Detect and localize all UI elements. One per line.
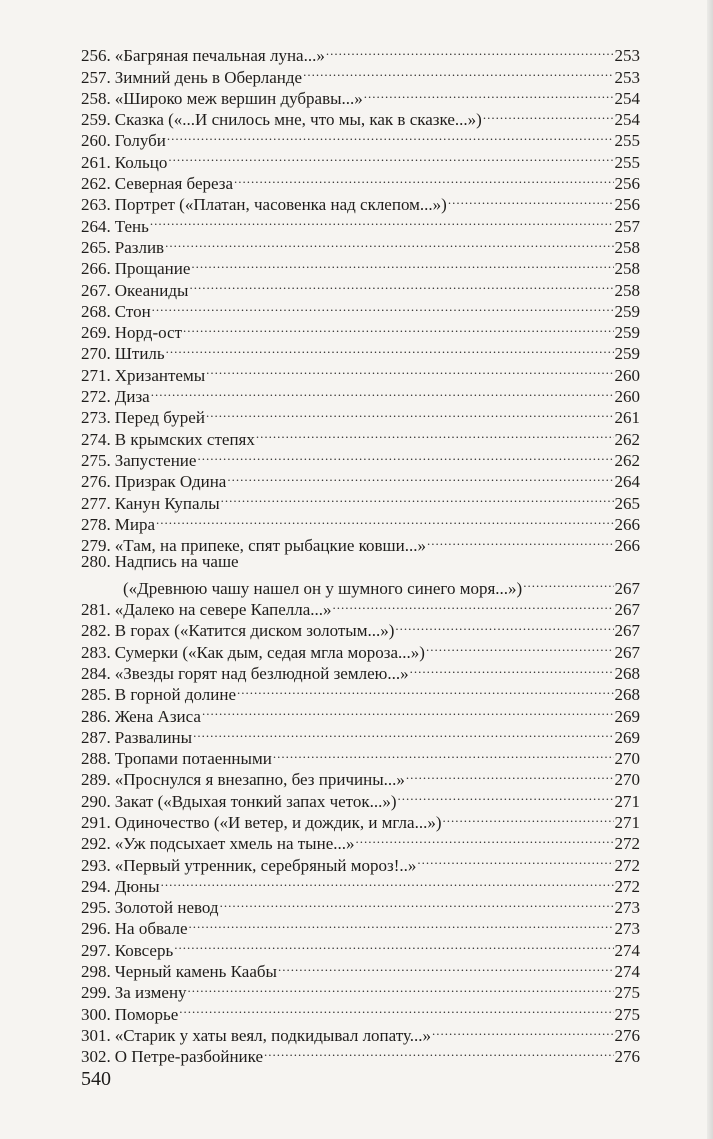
toc-entry-page: 273 [614,919,640,939]
toc-entry-title: «Звезды горят над безлюдной землею...» [114,663,409,683]
toc-entry [81,572,640,598]
toc-entry-page: 269 [614,706,640,726]
toc-entry-page: 259 [614,344,640,364]
toc-entry-page: 266 [614,536,640,556]
toc-entry-page: 261 [614,408,640,428]
toc-entry-title: («Древнюю чашу нашел он у шумного синего моря...») [123,578,523,598]
toc-entry [81,402,640,428]
toc-entry-title: Прощание [114,259,191,279]
toc-entry-title: Развалины [114,727,193,747]
dot-leader [234,168,613,189]
toc-entry-title: Запустение [114,450,197,470]
toc-entry-title: Сказка («...И снилось мне, что мы, как в сказке...») [114,110,482,130]
dot-leader [174,934,613,955]
toc-entry-number: 260. [81,131,111,151]
toc-entry-number: 302. [81,1047,111,1067]
toc-entry-title: «Первый утренник, серебряный мороз!..» [114,855,417,875]
toc-entry-title: Кольцо [114,152,168,172]
toc-entry-page: 255 [614,152,640,172]
toc-entry-title: Хризантемы [114,365,206,385]
toc-entry-number: 257. [81,67,111,87]
toc-entry-title: Дюны [114,876,160,896]
dot-leader [227,466,613,487]
dot-leader [364,83,614,104]
toc-entry-page: 266 [614,514,640,534]
toc-entry-title: О Петре-разбойнике [114,1047,264,1067]
toc-entry-page: 267 [614,621,640,641]
toc-entry-page: 271 [614,812,640,832]
toc-entry-title: Зимний день в Оберланде [114,67,303,87]
toc-entry-title: Ковсерь [114,940,174,960]
dot-leader [256,423,614,444]
toc-entry-number: 290. [81,791,111,811]
toc-entry-page: 268 [614,685,640,705]
toc-entry-number: 301. [81,1025,111,1045]
toc-entry [81,381,640,407]
toc-entry-page: 256 [614,195,640,215]
toc-entry-title: Портрет («Платан, часовенка над склепом...») [114,195,447,215]
toc-entry-number: 298. [81,962,111,982]
dot-leader [189,274,613,295]
dot-leader [417,849,613,870]
toc-entry-title: Призрак Одина [114,472,227,492]
toc-entry-title: Поморье [114,1004,179,1024]
toc-entry-page: 258 [614,280,640,300]
toc-entry-number: 271. [81,365,111,385]
toc-entry-page: 254 [614,88,640,108]
toc-entry-page: 275 [614,1004,640,1024]
toc-entry [81,359,640,385]
dot-leader [183,317,613,338]
toc-entry-page: 271 [614,791,640,811]
dot-leader [168,146,613,167]
toc-entry-number: 295. [81,898,111,918]
dot-leader [221,487,614,508]
dot-leader [333,594,614,615]
dot-leader [303,61,613,82]
toc-entry-number: 276. [81,472,111,492]
toc-entry-page: 257 [614,216,640,236]
toc-entry-title: Черный камень Каабы [114,962,277,982]
toc-entry-page: 264 [614,472,640,492]
dot-leader [152,296,614,317]
page-edge [707,0,713,1139]
dot-leader [427,530,614,551]
toc-entry-number: 278. [81,514,111,534]
toc-entry-page: 272 [614,834,640,854]
dot-leader [442,807,613,828]
dot-leader [161,871,614,892]
toc-entry-title: «Далеко на севере Капелла...» [114,600,332,620]
toc-entry-page: 267 [614,642,640,662]
toc-entry-page: 253 [614,67,640,87]
toc-entry-number: 280. [81,552,111,572]
toc-entry-title: Канун Купалы [114,493,220,513]
toc-entry-page: 276 [614,1047,640,1067]
toc-entry-number: 269. [81,323,111,343]
toc-entry-title: В горах («Катится диском золотым...») [114,621,395,641]
toc-entry-page: 270 [614,770,640,790]
dot-leader [206,402,614,423]
toc-entry-title: Стон [114,301,151,321]
toc-entry [81,296,640,321]
toc-entry-page: 274 [614,940,640,960]
toc-entry-number: 267. [81,280,111,300]
toc-entry-page: 270 [614,749,640,769]
toc-entry-title: Норд-ост [114,323,183,343]
toc-entry-number: 279. [81,536,111,556]
dot-leader [398,785,614,806]
toc-entry-number: 294. [81,876,111,896]
toc-entry-title: «Багряная печальная луна...» [114,46,325,66]
toc-entry-page: 258 [614,237,640,257]
toc-entry-title: Диза [114,387,150,407]
toc-entry [81,509,640,534]
toc-entry [81,892,640,918]
toc-entry-number: 262. [81,174,111,194]
toc-entry-number: 289. [81,770,111,790]
toc-entry [81,40,640,66]
toc-entry-title: Мира [114,514,156,534]
toc-entry-number: 274. [81,429,111,449]
toc-entry-title: За измену [114,983,187,1003]
dot-leader [410,658,614,679]
toc-entry-title: Сумерки («Как дым, седая мгла мороза...») [114,642,425,662]
toc-entry-title: Океаниды [114,280,189,300]
toc-entry-number: 296. [81,919,111,939]
toc-entry-page: 272 [614,855,640,875]
table-of-contents [81,40,640,1067]
toc-entry-number: 273. [81,408,111,428]
toc-entry-number: 285. [81,685,111,705]
dot-leader [523,572,613,593]
toc-entry-page: 265 [614,493,640,513]
toc-entry [81,338,640,364]
toc-entry-page: 255 [614,131,640,151]
toc-entry-number: 258. [81,88,111,108]
dot-leader [273,743,614,764]
toc-entry [81,253,640,279]
toc-entry-title: Голуби [114,131,166,151]
toc-entry-title: В горной долине [114,685,236,705]
toc-entry-page: 256 [614,174,640,194]
toc-entry-title: Северная береза [114,174,234,194]
dot-leader [237,679,614,700]
toc-entry-page: 259 [614,323,640,343]
toc-entry-page: 267 [614,600,640,620]
toc-entry-number: 256. [81,46,111,66]
dot-leader [356,828,614,849]
toc-entry-page: 253 [614,46,640,66]
dot-leader [193,722,613,743]
toc-entry-title: Золотой невод [114,898,219,918]
toc-entry-title: Надпись на чаше [114,552,239,572]
toc-entry-number: 268. [81,301,111,321]
toc-entry-number: 259. [81,110,111,130]
toc-entry-number: 300. [81,1004,111,1024]
dot-leader [395,615,613,636]
dot-leader [426,636,614,657]
toc-entry-title: Штиль [114,344,165,364]
dot-leader [326,40,614,61]
dot-leader [189,913,614,934]
toc-entry-title: Закат («Вдыхая тонкий запах четок...») [114,791,397,811]
dot-leader [202,700,614,721]
toc-entry-number: 270. [81,344,111,364]
dot-leader [167,125,614,146]
toc-entry-page: 254 [614,110,640,130]
dot-leader [166,338,614,359]
toc-entry-number: 265. [81,237,111,257]
dot-leader [156,509,613,530]
toc-entry-page: 268 [614,663,640,683]
toc-entry [81,210,640,236]
toc-entry-number: 272. [81,387,111,407]
toc-entry-number: 286. [81,706,111,726]
toc-entry-number: 266. [81,259,111,279]
dot-leader [165,232,613,253]
toc-entry-number: 293. [81,855,111,875]
dot-leader [220,892,614,913]
toc-entry-page: 276 [614,1025,640,1045]
dot-leader [206,359,613,380]
toc-entry-title: На обвале [114,919,188,939]
toc-entry-number: 288. [81,749,111,769]
dot-leader [150,210,614,231]
toc-entry-number: 283. [81,642,111,662]
toc-entry-title: «Старик у хаты веял, подкидывал лопату...» [114,1025,432,1045]
toc-entry [81,232,640,257]
toc-entry-number: 261. [81,152,111,172]
dot-leader [179,998,613,1019]
dot-leader [406,764,614,785]
toc-entry-title: Тропами потаенными [114,749,272,769]
toc-entry-title: Одиночество («И ветер, и дождик, и мгла...») [114,812,442,832]
toc-entry-page: 267 [614,578,640,598]
dot-leader [191,253,613,274]
toc-entry-number: 291. [81,812,111,832]
toc-entry-number: 275. [81,450,111,470]
toc-entry-number: 281. [81,600,111,620]
toc-entry-title: Разлив [114,237,165,257]
toc-entry-number: 292. [81,834,111,854]
toc-entry-page: 258 [614,259,640,279]
toc-entry-title: «Там, на припеке, спят рыбацкие ковши...» [114,536,426,556]
toc-entry-number: 299. [81,983,111,1003]
dot-leader [264,1041,613,1062]
dot-leader [278,956,614,977]
toc-entry-number: 263. [81,195,111,215]
toc-entry-page: 262 [614,450,640,470]
dot-leader [448,189,614,210]
toc-entry-number: 277. [81,493,111,513]
toc-entry-page: 262 [614,429,640,449]
dot-leader [197,445,613,466]
toc-entry-page: 273 [614,898,640,918]
toc-entry-title: Тень [114,216,149,236]
toc-entry-page: 260 [614,365,640,385]
toc-entry-number: 284. [81,663,111,683]
toc-entry [81,871,640,896]
dot-leader [432,1020,613,1041]
toc-entry-page: 269 [614,727,640,747]
toc-entry-number: 282. [81,621,111,641]
toc-entry-title: «Уж подсыхает хмель на тыне...» [114,834,355,854]
toc-entry-number: 287. [81,727,111,747]
toc-entry-number: 264. [81,216,111,236]
toc-entry-title: «Широко меж вершин дубравы...» [114,88,363,108]
dot-leader [483,104,614,125]
toc-entry [81,317,640,343]
toc-entry-title: Жена Азиса [114,706,201,726]
toc-entry-page: 259 [614,301,640,321]
toc-entry-title: Перед бурей [114,408,205,428]
page-number: 540 [81,1068,111,1090]
toc-entry-title: В крымских степях [114,429,255,449]
toc-entry [81,530,640,556]
toc-entry-number: 297. [81,940,111,960]
toc-entry-page: 275 [614,983,640,1003]
dot-leader [151,381,614,402]
toc-entry-page: 274 [614,962,640,982]
toc-entry-page: 260 [614,387,640,407]
toc-entry-page: 272 [614,876,640,896]
toc-entry-title: «Проснулся я внезапно, без причины...» [114,770,405,790]
dot-leader [188,977,614,998]
